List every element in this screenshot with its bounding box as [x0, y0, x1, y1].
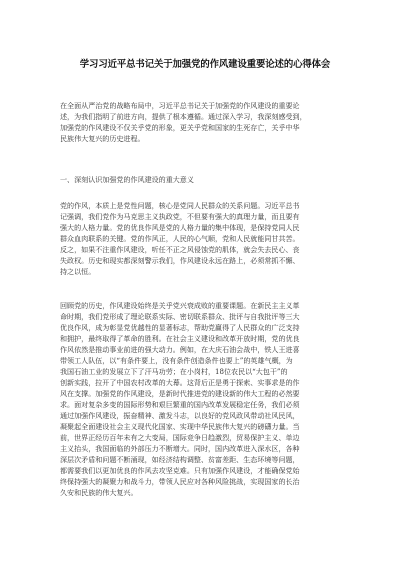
paragraph-line: 我国石油工业的发展立下了汗马功劳；在小岗村，18位农民以“大包干”的: [60, 367, 288, 376]
intro-line: 民族伟大复兴的历史进程。: [60, 134, 145, 143]
intro-paragraph: [60, 100, 360, 144]
paragraph-line: 创新实践，拉开了中国农村改革的大幕。这背后正是勇于探索、实事求是的作: [60, 378, 300, 387]
paragraph-line: 带领工人队伍，以“有条件要上，没有条件创造条件也要上”的英雄气概，为: [60, 356, 293, 365]
paragraph-line: 党的作风，本质上是党性问题，核心是党同人民群众的关系问题。习近平总书: [60, 201, 300, 210]
paragraph-line: 都需要我们以更加优良的作风去攻坚克难。只有加强作风建设，才能确保党始: [60, 466, 300, 475]
paragraph-line: 作风依然是推动事业前进的强大动力。例如，在大庆石油会战中，铁人王进喜: [60, 345, 300, 354]
paragraph-line: 深层次矛盾和问题不断涌现，如经济结构调整、贫富差距、生态环境等问题，: [60, 455, 300, 464]
paragraph-line: 风在支撑。加强党的作风建设，是新时代推进党的建设新的伟大工程的必然要: [60, 389, 300, 398]
page-title: 学习习近平总书记关于加强党的作风建设重要论述的心得体会: [79, 59, 331, 70]
paragraph-line: 通过加强作风建设，振奋精神、激发斗志，以良好的党风政风带动社风民风，: [60, 411, 300, 420]
intro-line: 加强党的作风建设不仅关乎党的形象，更关乎党和国家的生死存亡，关乎中华: [60, 123, 300, 132]
paragraph-line: 终保持强大的凝聚力和战斗力，带领人民应对各种风险挑战，实现国家的长治: [60, 477, 300, 486]
intro-line: 在全面从严治党的战略布局中，习近平总书记关于加强党的作风建设的重要论: [60, 101, 300, 110]
paragraph-line: 和拥护，最终取得了革命的胜利。在社会主义建设和改革开放时期，党的优良: [60, 334, 300, 343]
body-paragraph-2: [60, 300, 360, 498]
paragraph-line: 群众血肉联系的关键。党的作风正，人民的心气顺，党和人民就能同甘共苦。: [60, 234, 300, 243]
intro-line: 述，为我们指明了前进方向，提供了根本遵循。通过深入学习，我深刻感受到，: [60, 112, 307, 121]
paragraph-line: 优良作风，成为彰显党优越性的显著标志，帮助党赢得了人民群众的广泛支持: [60, 323, 300, 332]
paragraph-line: 久安和民族的伟大复兴。: [60, 488, 138, 497]
paragraph-line: 主义抬头，我国面临的外部压力不断增大。同时，国内改革进入深水区，各种: [60, 444, 300, 453]
paragraph-line: 命时期，我们党形成了理论联系实际、密切联系群众、批评与自我批评等三大: [60, 312, 300, 321]
paragraph-line: 求。面对复杂多变的国际形势和艰巨繁重的国内改革发展稳定任务，我们必须: [60, 400, 300, 409]
paragraph-line: 持之以恒。: [60, 267, 96, 276]
section-heading: 一、深刻认识加强党的作风建设的重大意义: [60, 175, 194, 184]
paragraph-line: 失政权。历史和现实都深刻警示我们，作风建设永远在路上，必须常抓不懈、: [60, 256, 300, 265]
body-paragraph-1: [60, 200, 360, 277]
paragraph-line: 凝聚起全面建设社会主义现代化国家、实现中华民族伟大复兴的磅礴力量。当: [60, 422, 300, 431]
paragraph-line: 前，世界正经历百年未有之大变局，国际竞争日趋激烈，贸易保护主义、单边: [60, 433, 300, 442]
paragraph-line: 反之，如果不注重作风建设，听任不正之风侵蚀党的肌体，就会失去民心、丧: [60, 245, 300, 254]
paragraph-line: 记强调，我们党作为马克思主义执政党，不但要有强大的真理力量，而且要有: [60, 212, 300, 221]
paragraph-line: 回顾党的历史，作风建设始终是关乎党兴衰成败的重要课题。在新民主主义革: [60, 301, 300, 310]
paragraph-line: 强大的人格力量。党的优良作风是党的人格力量的集中体现，是保持党同人民: [60, 223, 300, 232]
